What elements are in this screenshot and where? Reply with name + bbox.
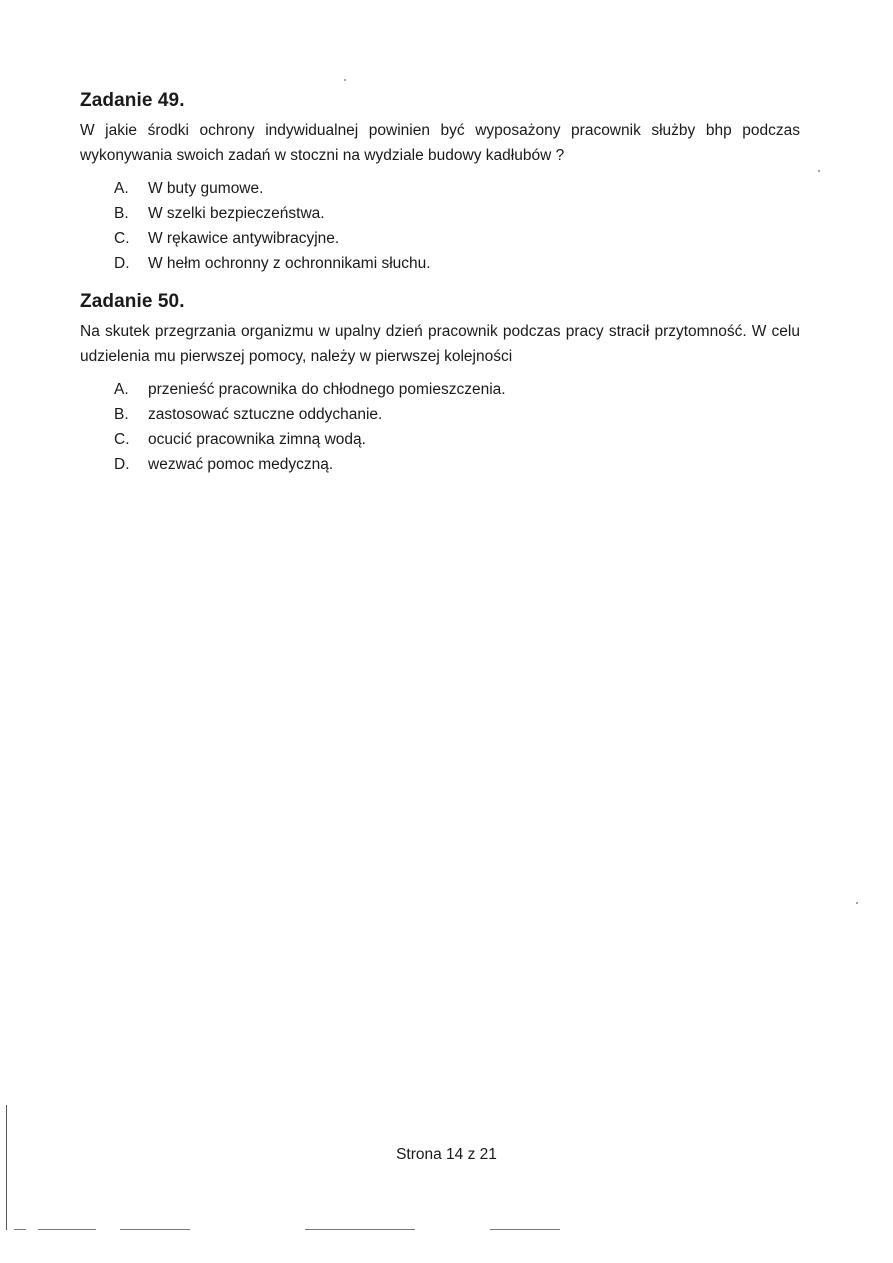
option-text: ocucić pracownika zimną wodą. <box>148 431 366 448</box>
answer-options <box>80 176 800 276</box>
option-text: wezwać pomoc medyczną. <box>148 456 334 473</box>
option-text: W rękawice antywibracyjne. <box>148 230 340 247</box>
task-question: W jakie środki ochrony indywidualnej powinien być wyposażony pracownik służby bhp podczas wykonywania swoich zadań w stoczni na wydziale budowy kadłubów ? <box>80 122 800 164</box>
task-question: Na skutek przegrzania organizmu w upalny dzień pracownik podczas pracy stracił przytomność. W celu udzielenia mu pierwszej pomocy, należy w pierwszej kolejności <box>80 323 800 365</box>
answer-option-b <box>80 201 800 226</box>
option-letter: D. <box>114 456 130 473</box>
option-text: W hełm ochronny z ochronnikami słuchu. <box>148 255 431 272</box>
task-50 <box>80 291 800 477</box>
scan-artifact <box>120 1229 190 1230</box>
option-letter: A. <box>114 381 129 398</box>
option-letter: D. <box>114 255 130 272</box>
scan-speck <box>818 170 820 172</box>
option-text: przenieść pracownika do chłodnego pomieszczenia. <box>148 381 506 398</box>
option-text: zastosować sztuczne oddychanie. <box>148 406 383 423</box>
task-title: Zadanie 49. <box>80 90 185 111</box>
scan-edge-line <box>6 1105 7 1230</box>
option-text: W szelki bezpieczeństwa. <box>148 205 325 222</box>
task-title: Zadanie 50. <box>80 291 185 312</box>
option-letter: B. <box>114 205 129 222</box>
answer-option-a <box>80 377 800 402</box>
option-letter: A. <box>114 180 129 197</box>
option-text: W buty gumowe. <box>148 180 264 197</box>
scan-speck <box>344 79 346 81</box>
answer-option-a <box>80 176 800 201</box>
option-letter: C. <box>114 230 130 247</box>
task-49 <box>80 90 800 276</box>
page-number: Strona 14 z 21 <box>396 1146 497 1163</box>
scan-artifact <box>38 1229 96 1230</box>
answer-option-b <box>80 402 800 427</box>
option-letter: B. <box>114 406 129 423</box>
answer-option-d <box>80 452 800 477</box>
answer-option-c <box>80 226 800 251</box>
scan-artifact <box>14 1229 26 1230</box>
scan-artifact <box>490 1229 560 1230</box>
scan-artifact <box>305 1229 415 1230</box>
scan-speck <box>856 902 858 904</box>
answer-option-c <box>80 427 800 452</box>
answer-option-d <box>80 251 800 276</box>
answer-options <box>80 377 800 477</box>
option-letter: C. <box>114 431 130 448</box>
